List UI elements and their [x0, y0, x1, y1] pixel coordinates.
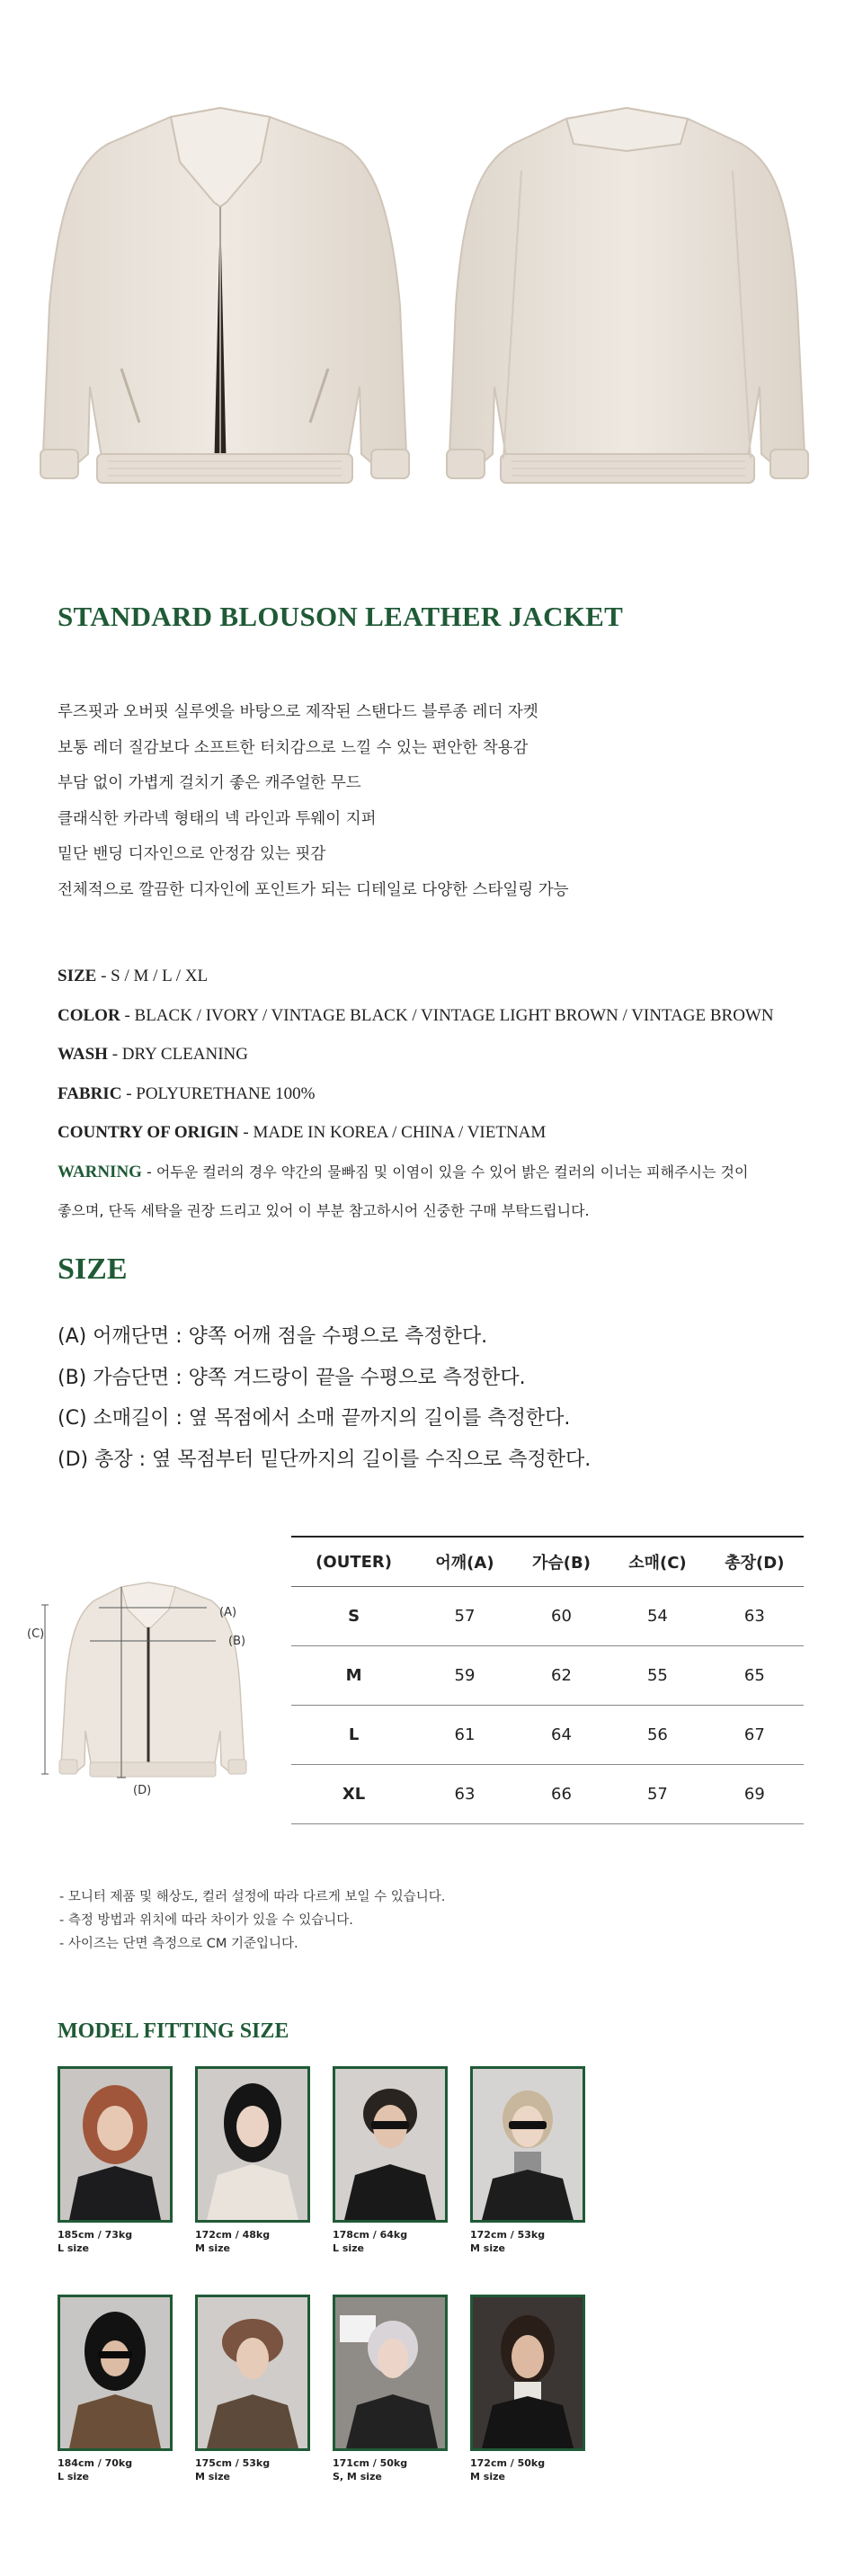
- col-header: (OUTER): [291, 1537, 416, 1587]
- value-cell: 64: [513, 1706, 609, 1765]
- product-title: STANDARD BLOUSON LEATHER JACKET: [58, 601, 624, 632]
- spec-origin: COUNTRY OF ORIGIN - MADE IN KOREA / CHINA / VIETNAM: [58, 1123, 547, 1142]
- spec-size: SIZE - S / M / L / XL: [58, 967, 209, 985]
- model-caption: 172cm / 50kg M size: [470, 2457, 546, 2482]
- measure-item: (B) 가슴단면 : 양쪽 겨드랑이 끝을 수평으로 측정한다.: [58, 1366, 526, 1389]
- model-photo: [333, 2295, 448, 2451]
- value-cell: 66: [513, 1765, 609, 1824]
- table-row: [291, 1646, 804, 1706]
- model-photo: [195, 2295, 310, 2451]
- value-cell: 62: [513, 1646, 609, 1706]
- description-line: 루즈핏과 오버핏 실루엣을 바탕으로 제작된 스탠다드 블루종 레더 자켓: [58, 703, 538, 721]
- model-fitting-heading: MODEL FITTING SIZE: [58, 2019, 289, 2043]
- description-line: 보통 레더 질감보다 소프트한 터치감으로 느낄 수 있는 편안한 착용감: [58, 738, 529, 757]
- table-row: [291, 1587, 804, 1646]
- value-cell: 63: [706, 1587, 804, 1646]
- value-cell: 67: [706, 1706, 804, 1765]
- note-line: - 측정 방법과 위치에 따라 차이가 있을 수 있습니다.: [59, 1913, 353, 1928]
- diagram-label-b: (B): [228, 1635, 246, 1648]
- value-cell: 65: [706, 1646, 804, 1706]
- size-cell: L: [291, 1706, 416, 1765]
- model-photo: [470, 2066, 585, 2223]
- measure-item: (D) 총장 : 옆 목점부터 밑단까지의 길이를 수직으로 측정한다.: [58, 1448, 592, 1471]
- table-row: [291, 1765, 804, 1824]
- product-description: [58, 695, 569, 908]
- note-line: - 모니터 제품 및 해상도, 컬러 설정에 따라 다르게 보일 수 있습니다.: [59, 1890, 446, 1904]
- spec-color: COLOR - BLACK / IVORY / VINTAGE BLACK / VINTAGE LIGHT BROWN / VINTAGE BROWN: [58, 1005, 774, 1025]
- value-cell: 56: [609, 1706, 706, 1765]
- product-specs: [58, 957, 774, 1231]
- description-line: 밑단 밴딩 디자인으로 안정감 있는 핏감: [58, 845, 326, 863]
- value-cell: 59: [416, 1646, 513, 1706]
- model-photo: [58, 2066, 173, 2223]
- value-cell: 57: [416, 1587, 513, 1646]
- diagram-label-d: (D): [133, 1784, 152, 1797]
- size-table: [291, 1536, 804, 1824]
- diagram-label-a: (A): [219, 1606, 237, 1619]
- col-header: 소매(C): [609, 1537, 706, 1587]
- value-cell: 55: [609, 1646, 706, 1706]
- model-caption: 178cm / 64kg L size: [333, 2229, 408, 2254]
- size-cell: M: [291, 1646, 416, 1706]
- value-cell: 60: [513, 1587, 609, 1646]
- description-line: 전체적으로 깔끔한 디자인에 포인트가 되는 디테일로 다양한 스타일링 가능: [58, 880, 569, 899]
- spec-fabric: FABRIC - POLYURETHANE 100%: [58, 1083, 316, 1103]
- measure-item: (C) 소매길이 : 옆 목점에서 소매 끝까지의 길이를 측정한다.: [58, 1407, 571, 1430]
- size-table-header: [291, 1537, 804, 1587]
- model-caption: 172cm / 53kg M size: [470, 2229, 546, 2254]
- model-caption: 184cm / 70kg L size: [58, 2457, 133, 2482]
- model-photo: [470, 2295, 585, 2451]
- jacket-back-photo: [436, 99, 818, 513]
- size-notes: [59, 1885, 445, 1956]
- size-cell: XL: [291, 1765, 416, 1824]
- measurement-diagram: [27, 1569, 279, 1803]
- col-header: 어깨(A): [416, 1537, 513, 1587]
- col-header: 가슴(B): [513, 1537, 609, 1587]
- model-photo: [195, 2066, 310, 2223]
- value-cell: 54: [609, 1587, 706, 1646]
- size-heading: SIZE: [58, 1252, 128, 1286]
- description-line: 부담 없이 가볍게 걸치기 좋은 캐주얼한 무드: [58, 774, 361, 792]
- model-caption: 171cm / 50kg S, M size: [333, 2457, 408, 2482]
- note-line: - 사이즈는 단면 측정으로 CM 기준입니다.: [59, 1937, 298, 1951]
- description-line: 클래식한 카라넥 형태의 넥 라인과 투웨이 지퍼: [58, 809, 377, 828]
- spec-warning-cont: 좋으며, 단독 세탁을 권장 드리고 있어 이 부분 참고하시어 신중한 구매 부탁드립니다.: [58, 1202, 590, 1219]
- value-cell: 63: [416, 1765, 513, 1824]
- value-cell: 57: [609, 1765, 706, 1824]
- model-photo: [58, 2295, 173, 2451]
- spec-warning: WARNING - 어두운 컬러의 경우 약간의 물빠짐 및 이염이 있을 수 있어 밝은 컬러의 이너는 피해주시는 것이: [58, 1162, 749, 1181]
- model-caption: 172cm / 48kg M size: [195, 2229, 271, 2254]
- measure-item: (A) 어깨단면 : 양쪽 어깨 점을 수평으로 측정한다.: [58, 1325, 488, 1348]
- size-cell: S: [291, 1587, 416, 1646]
- value-cell: 61: [416, 1706, 513, 1765]
- diagram-label-c: (C): [27, 1627, 45, 1641]
- jacket-front-photo: [36, 99, 423, 513]
- value-cell: 69: [706, 1765, 804, 1824]
- model-caption: 175cm / 53kg M size: [195, 2457, 271, 2482]
- spec-wash: WASH - DRY CLEANING: [58, 1045, 249, 1064]
- table-row: [291, 1706, 804, 1765]
- model-photo: [333, 2066, 448, 2223]
- model-caption: 185cm / 73kg L size: [58, 2229, 133, 2254]
- size-measure-guide: [58, 1316, 591, 1480]
- col-header: 총장(D): [706, 1537, 804, 1587]
